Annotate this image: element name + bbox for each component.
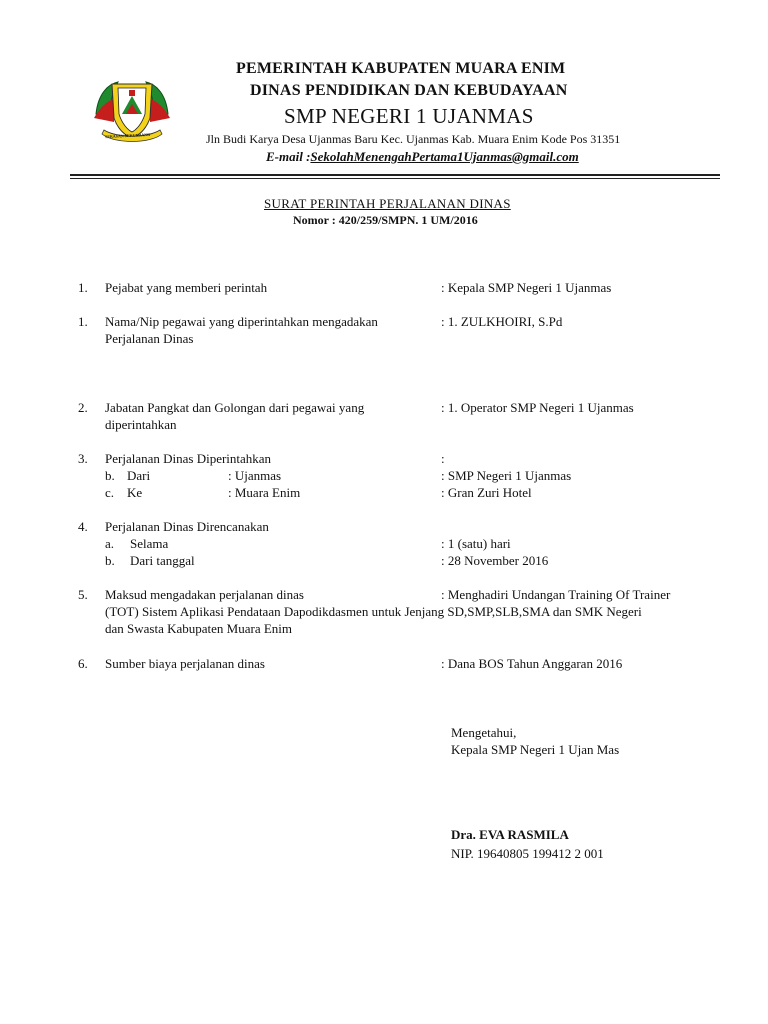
sub-item-letter: b. bbox=[105, 553, 115, 568]
item-label-continued: diperintahkan bbox=[105, 417, 177, 432]
sub-item-value: : 28 November 2016 bbox=[441, 553, 549, 568]
school-email bbox=[266, 149, 579, 165]
item-value: : 1. ZULKHOIRI, S.Pd bbox=[441, 314, 563, 329]
signature-acknowledged: Mengetahui, bbox=[451, 725, 517, 740]
sub-item-label: Ke bbox=[127, 485, 143, 500]
signature-nip: NIP. 19640805 199412 2 001 bbox=[451, 846, 604, 861]
letterhead-rule-thick bbox=[70, 174, 720, 176]
school-name: SMP NEGERI 1 UJANMAS bbox=[284, 104, 534, 128]
item-number: 3. bbox=[78, 451, 88, 466]
item-number: 5. bbox=[78, 587, 88, 602]
sub-item-label: Selama bbox=[130, 536, 169, 551]
item-number: 4. bbox=[78, 519, 88, 534]
item-value: : Kepala SMP Negeri 1 Ujanmas bbox=[441, 280, 612, 295]
signature-position: Kepala SMP Negeri 1 Ujan Mas bbox=[451, 742, 620, 757]
item-label: Nama/Nip pegawai yang diperintahkan mengadakan bbox=[105, 314, 378, 329]
item-label: Perjalanan Dinas Direncanakan bbox=[105, 519, 269, 534]
email-value: SekolahMenengahPertama1Ujanmas@gmail.com bbox=[310, 149, 579, 164]
item-value-continued: dan Swasta Kabupaten Muara Enim bbox=[105, 621, 293, 636]
item-number: 6. bbox=[78, 656, 88, 671]
school-address: Jln Budi Karya Desa Ujanmas Baru Kec. Ujanmas Kab. Muara Enim Kode Pos 31351 bbox=[206, 132, 621, 146]
sub-item-letter: c. bbox=[105, 485, 115, 500]
item-value: : 1. Operator SMP Negeri 1 Ujanmas bbox=[441, 400, 634, 415]
document-title: SURAT PERINTAH PERJALANAN DINAS bbox=[264, 196, 511, 211]
item-label: Perjalanan Dinas Diperintahkan bbox=[105, 451, 272, 466]
item-value: : Menghadiri Undangan Training Of Trainer bbox=[441, 587, 671, 602]
header-government: PEMERINTAH KABUPATEN MUARA ENIM bbox=[236, 60, 566, 77]
letterhead-rule-thin bbox=[70, 178, 720, 179]
sub-item-value: : 1 (satu) hari bbox=[441, 536, 511, 551]
sub-item-letter: b. bbox=[105, 468, 115, 483]
item-value: : Dana BOS Tahun Anggaran 2016 bbox=[441, 656, 623, 671]
item-label: Maksud mengadakan perjalanan dinas bbox=[105, 587, 304, 602]
item-label: Pejabat yang memberi perintah bbox=[105, 280, 268, 295]
item-value-continued: (TOT) Sistem Aplikasi Pendataan Dapodikdasmen untuk Jenjang SD,SMP,SLB,SMA dan SMK Negeri bbox=[105, 604, 642, 619]
sub-item-mid: : Ujanmas bbox=[228, 468, 282, 483]
item-number: 1. bbox=[78, 314, 88, 329]
document-number: Nomor : 420/259/SMPN. 1 UM/2016 bbox=[293, 213, 478, 227]
item-label: Sumber biaya perjalanan dinas bbox=[105, 656, 265, 671]
sub-item-value: : Gran Zuri Hotel bbox=[441, 485, 532, 500]
signature-name: Dra. EVA RASMILA bbox=[451, 827, 569, 842]
sub-item-mid: : Muara Enim bbox=[228, 485, 301, 500]
sub-item-letter: a. bbox=[105, 536, 115, 551]
item-label-continued: Perjalanan Dinas bbox=[105, 331, 194, 346]
header-department: DINAS PENDIDIKAN DAN KEBUDAYAAN bbox=[250, 82, 568, 99]
item-label: Jabatan Pangkat dan Golongan dari pegawai yang bbox=[105, 400, 365, 415]
email-label: E-mail : bbox=[266, 149, 311, 164]
sub-item-value: : SMP Negeri 1 Ujanmas bbox=[441, 468, 572, 483]
item-number: 2. bbox=[78, 400, 88, 415]
item-value: : bbox=[441, 451, 445, 466]
sub-item-label: Dari tanggal bbox=[130, 553, 195, 568]
item-number: 1. bbox=[78, 280, 88, 295]
logo-banner-text: SERASAN SEKUNDANG bbox=[104, 131, 151, 140]
sub-item-label: Dari bbox=[127, 468, 151, 483]
